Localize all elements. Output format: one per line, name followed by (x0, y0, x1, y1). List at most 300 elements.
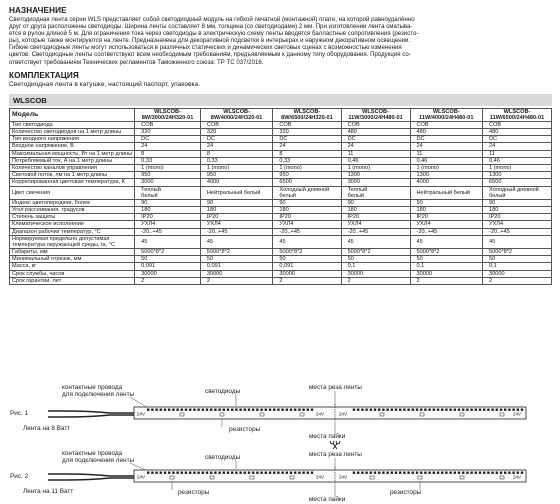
spec-value: DC (200, 136, 273, 143)
spec-row (10, 129, 552, 136)
spec-value: IP20 (483, 214, 552, 221)
led-dot (454, 409, 456, 411)
led-dot (218, 409, 220, 411)
spec-value: 50 (200, 256, 273, 263)
led-dot (361, 409, 363, 411)
led-dot (403, 409, 405, 411)
led-dot (403, 472, 405, 474)
spec-value: 320 (135, 129, 201, 136)
spec-value: 0,1 (483, 263, 552, 270)
resistor (180, 413, 184, 416)
led-dot (252, 472, 254, 474)
spec-value: Холодный дневной белый (483, 186, 552, 199)
spec-row (10, 277, 552, 284)
spec-label: Количество каналов управления (10, 165, 135, 172)
purpose-section (9, 6, 552, 66)
led-dot (277, 472, 279, 474)
led-dot (311, 409, 313, 411)
led-dot (286, 409, 288, 411)
resistor (370, 476, 374, 479)
spec-header-row (10, 108, 552, 121)
model-column-header: WLSCOB- 8W/3000/24H320-01 (135, 108, 201, 121)
spec-label: Цвет свечения (10, 186, 135, 199)
voltage-mark: 24V (316, 411, 325, 417)
led-dot (487, 472, 489, 474)
led-dot (458, 472, 460, 474)
led-dot (168, 409, 170, 411)
led-dot (508, 409, 510, 411)
led-dot (227, 472, 229, 474)
spec-row (10, 249, 552, 256)
voltage-mark: 24V (316, 474, 325, 480)
spec-value: 180 (135, 207, 201, 214)
spec-value: 4000 (410, 179, 483, 186)
led-dot (433, 472, 435, 474)
spec-value: 50 (135, 256, 201, 263)
led-dot (151, 472, 153, 474)
spec-row (10, 186, 552, 199)
spec-value: -20..+45 (200, 228, 273, 235)
resistor (500, 413, 504, 416)
spec-row (10, 235, 552, 248)
spec-value: 30000 (135, 270, 201, 277)
led-dot (483, 472, 485, 474)
led-dot (353, 409, 355, 411)
led-dot (395, 409, 397, 411)
spec-value: 950 (273, 172, 341, 179)
spec-row (10, 207, 552, 214)
led-dot (412, 409, 414, 411)
spec-value: DC (483, 136, 552, 143)
figure-1 (0, 380, 560, 440)
spec-value: УХЛ4 (341, 221, 410, 228)
led-dot (437, 409, 439, 411)
spec-label: Климатическое исполнение (10, 221, 135, 228)
led-dot (235, 472, 237, 474)
led-dot (235, 409, 237, 411)
spec-value: 11 (341, 150, 410, 157)
spec-value: DC (273, 136, 341, 143)
leds-label: светодиоды (205, 454, 241, 461)
spec-value: Нейтральный белый (410, 186, 483, 199)
spec-value: 11 (483, 150, 552, 157)
spec-value: УХЛ4 (273, 221, 341, 228)
model-column-header: WLSCOB- 11W/4000/24H480-01 (410, 108, 483, 121)
spec-value: 30000 (341, 270, 410, 277)
led-dot (286, 472, 288, 474)
led-dot (281, 409, 283, 411)
led-dot (273, 472, 275, 474)
led-dot (210, 409, 212, 411)
kit-text: Светодиодная лента в катушке, настоящий паспорт, упаковка. (9, 80, 201, 88)
spec-value: 320 (273, 129, 341, 136)
led-dot (466, 409, 468, 411)
led-dot (256, 409, 258, 411)
led-dot (256, 472, 258, 474)
led-dot (172, 409, 174, 411)
spec-value: 90 (410, 199, 483, 206)
led-dot (458, 409, 460, 411)
spec-value: УХЛ4 (135, 221, 201, 228)
led-dot (197, 472, 199, 474)
spec-label: Индекс цветопередачи, более (10, 199, 135, 206)
spec-value: 24 (135, 143, 201, 150)
purpose-line: Светодиодная лента серии WLS представляет собой светодиодный модуль на гибкой печатной (монтажной) плате, на которой равноудалённо (9, 16, 415, 23)
led-dot (260, 472, 262, 474)
spec-value: 480 (341, 129, 410, 136)
spec-value: 2 (410, 277, 483, 284)
spec-value: DC (410, 136, 483, 143)
led-dot (298, 409, 300, 411)
led-dot (454, 472, 456, 474)
spec-value: COB (341, 121, 410, 128)
spec-value: 0,46 (483, 157, 552, 164)
wires-label: контактные провода для подключения ленты (62, 384, 135, 398)
resistors-label: резисторы (178, 489, 210, 496)
spec-value: 2 (200, 277, 273, 284)
spec-value: 6500 (273, 179, 341, 186)
solder-label: места пайки (309, 496, 346, 503)
led-dot (181, 409, 183, 411)
led-dot (223, 472, 225, 474)
led-dot (382, 472, 384, 474)
spec-value: 45 (135, 235, 201, 248)
spec-label: Угол рассеивания, градусов (10, 207, 135, 214)
led-dot (491, 409, 493, 411)
led-dot (189, 472, 191, 474)
led-dot (151, 409, 153, 411)
purpose-line: цветов. Светодиодные ленты соответствуют всем необходимым требованиям, предъявляемым к данному типу оборудования. Продукция со- (9, 51, 411, 59)
led-dot (386, 409, 388, 411)
cut-label: места реза ленты (309, 451, 362, 458)
resistor (220, 413, 224, 416)
spec-value: 1300 (410, 172, 483, 179)
led-dot (462, 409, 464, 411)
led-dot (395, 472, 397, 474)
purpose-line: ется в рулон длиной 5 м. Для ограничения тока через светодиоды в электрическую схему ленты вводятся балластные сопротивления (резисто- (9, 30, 419, 38)
led-dot (521, 472, 523, 474)
spec-row (10, 143, 552, 150)
spec-value: COB (135, 121, 201, 128)
spec-label: Входное напряжение, В (10, 143, 135, 150)
spec-value: УХЛ4 (410, 221, 483, 228)
spec-value: COB (200, 121, 273, 128)
spec-value: 90 (135, 199, 201, 206)
led-dot (470, 472, 472, 474)
spec-value: Теплый белый (135, 186, 201, 199)
led-dot (487, 409, 489, 411)
led-dot (273, 409, 275, 411)
spec-value: 4000 (200, 179, 273, 186)
spec-value: 24 (410, 143, 483, 150)
figure-label: Рис. 1 (10, 410, 29, 417)
led-dot (365, 472, 367, 474)
led-dot (357, 409, 359, 411)
spec-value: 950 (200, 172, 273, 179)
led-dot (168, 472, 170, 474)
led-dot (521, 409, 523, 411)
resistors-label: резисторы (390, 489, 422, 496)
led-dot (407, 472, 409, 474)
led-dot (353, 472, 355, 474)
kit-section (9, 71, 552, 88)
spec-value: 90 (200, 199, 273, 206)
led-dot (407, 409, 409, 411)
spec-value: 0,33 (135, 157, 201, 164)
led-dot (475, 472, 477, 474)
purpose-text (9, 16, 552, 66)
scissors-icon (330, 441, 340, 449)
led-dot (269, 409, 271, 411)
led-dot (181, 472, 183, 474)
led-dot (155, 409, 157, 411)
spec-value: 50 (483, 256, 552, 263)
spec-row (10, 199, 552, 206)
spec-value: УХЛ4 (200, 221, 273, 228)
strip-name: Лента на 8 Ватт (23, 425, 71, 432)
spec-value: 3000 (341, 179, 410, 186)
spec-label: Срок гарантии, лет (10, 277, 135, 284)
led-dot (479, 472, 481, 474)
spec-value: -20..+45 (273, 228, 341, 235)
led-dot (357, 472, 359, 474)
spec-label: Масса, кг (10, 263, 135, 270)
spec-value: 5000*8*2 (135, 249, 201, 256)
led-dot (504, 472, 506, 474)
spec-value: COB (483, 121, 552, 128)
spec-value: 2 (135, 277, 201, 284)
led-dot (424, 472, 426, 474)
led-dot (239, 472, 241, 474)
spec-value: 0,46 (410, 157, 483, 164)
spec-value: IP20 (135, 214, 201, 221)
spec-value: 0,1 (410, 263, 483, 270)
spec-value: 45 (200, 235, 273, 248)
led-dot (185, 472, 187, 474)
spec-value: 90 (341, 199, 410, 206)
resistor (170, 476, 174, 479)
spec-value: 1 (mono) (341, 165, 410, 172)
led-dot (269, 472, 271, 474)
led-dot (214, 409, 216, 411)
resistor (290, 476, 294, 479)
led-dot (281, 472, 283, 474)
resistor (500, 476, 504, 479)
spec-value: 8 (135, 150, 201, 157)
spec-value: -20..+45 (410, 228, 483, 235)
led-dot (466, 472, 468, 474)
led-dot (378, 472, 380, 474)
spec-label: Количество светодиодов на 1 метр длины (10, 129, 135, 136)
led-dot (290, 472, 292, 474)
spec-value: 11 (410, 150, 483, 157)
led-dot (365, 409, 367, 411)
spec-value: 950 (135, 172, 201, 179)
led-dot (176, 472, 178, 474)
led-dot (391, 409, 393, 411)
spec-row (10, 221, 552, 228)
spec-value: -20..+45 (135, 228, 201, 235)
purpose-line: ры), которые также монтируются на ленте. Предназначена для декоративной подсветки в интерьерах и наружном декоративном освещении. (9, 37, 411, 45)
model-column-header: WLSCOB- 11W/3000/24H480-01 (341, 108, 410, 121)
led-dot (424, 409, 426, 411)
led-dot (441, 472, 443, 474)
spec-value: УХЛ4 (483, 221, 552, 228)
led-dot (420, 472, 422, 474)
spec-value: 8 (200, 150, 273, 157)
spec-value: 50 (273, 256, 341, 263)
spec-value: 0,33 (273, 157, 341, 164)
spec-value: 5000*8*2 (200, 249, 273, 256)
spec-value: 5000*8*2 (483, 249, 552, 256)
resistor (460, 476, 464, 479)
led-dot (172, 472, 174, 474)
led-dot (197, 409, 199, 411)
spec-value: Нейтральный белый (200, 186, 273, 199)
spec-label: Минимальный отрезок, мм (10, 256, 135, 263)
spec-value: 1300 (483, 172, 552, 179)
spec-row (10, 172, 552, 179)
spec-value: Теплый белый (341, 186, 410, 199)
spec-label: Степень защиты (10, 214, 135, 221)
spec-label: Нормируемая предельно допустимая температура окружающей среды, ta, °С (10, 235, 135, 248)
spec-value: 1 (mono) (135, 165, 201, 172)
resistor (418, 476, 422, 479)
spec-label: Габариты, мм (10, 249, 135, 256)
led-dot (223, 409, 225, 411)
spec-value: 30000 (200, 270, 273, 277)
spec-value: -20..+45 (483, 228, 552, 235)
led-dot (164, 409, 166, 411)
led-dot (302, 409, 304, 411)
spec-value: 0,091 (135, 263, 201, 270)
spec-value: 24 (483, 143, 552, 150)
led-dot (399, 409, 401, 411)
led-dot (231, 472, 233, 474)
spec-label: Диапазон рабочих температур, °С (10, 228, 135, 235)
strip-name: Лента на 11 Ватт (23, 488, 74, 495)
spec-value: 30000 (410, 270, 483, 277)
spec-value: 320 (200, 129, 273, 136)
led-dot (428, 472, 430, 474)
led-dot (391, 472, 393, 474)
led-dot (504, 409, 506, 411)
spec-value: 30000 (273, 270, 341, 277)
led-dot (441, 409, 443, 411)
led-dot (227, 409, 229, 411)
spec-label: Срок службы, часов (10, 270, 135, 277)
cut-label: места реза ленты (309, 384, 362, 391)
led-dot (479, 409, 481, 411)
led-dot (290, 409, 292, 411)
led-dot (265, 472, 267, 474)
led-dot (147, 409, 149, 411)
figure-2 (0, 441, 560, 504)
spec-value: 0,091 (200, 263, 273, 270)
led-dot (147, 472, 149, 474)
led-dot (386, 472, 388, 474)
led-dot (189, 409, 191, 411)
spec-table (9, 108, 552, 285)
purpose-line: ответствует требованиям Технических регламентов Таможенного союза: ТР ТС 037/2016. (9, 58, 264, 66)
spec-value: 45 (341, 235, 410, 248)
led-dot (202, 409, 204, 411)
series-band: WLSCOB (9, 94, 552, 106)
led-dot (202, 472, 204, 474)
led-dot (218, 472, 220, 474)
spec-value: 0,1 (341, 263, 410, 270)
led-dot (412, 472, 414, 474)
led-dot (302, 472, 304, 474)
voltage-mark: 24V (137, 474, 146, 480)
led-dot (470, 409, 472, 411)
spec-row (10, 228, 552, 235)
led-dot (433, 409, 435, 411)
spec-value: 30000 (483, 270, 552, 277)
spec-label: Тип светодиода (10, 121, 135, 128)
led-dot (491, 472, 493, 474)
spec-row (10, 263, 552, 270)
spec-row (10, 121, 552, 128)
led-dot (416, 472, 418, 474)
led-dot (428, 409, 430, 411)
spec-value: 180 (483, 207, 552, 214)
spec-value: 5000*8*2 (341, 249, 410, 256)
spec-label: Коррелированная цветовая температура, К (10, 179, 135, 186)
spec-value: 0,091 (273, 263, 341, 270)
led-dot (260, 409, 262, 411)
led-dot (307, 472, 309, 474)
spec-row (10, 165, 552, 172)
led-dot (210, 472, 212, 474)
resistor (380, 413, 384, 416)
voltage-mark: 24V (339, 411, 348, 417)
led-dot (399, 472, 401, 474)
led-dot (164, 472, 166, 474)
led-dot (248, 472, 250, 474)
led-dot (449, 409, 451, 411)
model-column-header: WLSCOB- 8W/6500/24H320-01 (273, 108, 341, 121)
spec-value: 6500 (483, 179, 552, 186)
wires-label: контактные провода для подключения ленты (62, 450, 135, 464)
spec-value: 90 (273, 199, 341, 206)
led-dot (374, 472, 376, 474)
led-dot (311, 472, 313, 474)
spec-value: 1 (mono) (410, 165, 483, 172)
spec-row (10, 179, 552, 186)
resistor (250, 476, 254, 479)
led-dot (244, 409, 246, 411)
spec-value: 180 (273, 207, 341, 214)
spec-value: 24 (273, 143, 341, 150)
led-dot (298, 472, 300, 474)
purpose-title: НАЗНАЧЕНИЕ (9, 6, 67, 15)
spec-value: 2 (483, 277, 552, 284)
spec-value: 5000*8*2 (410, 249, 483, 256)
spec-value: 3000 (135, 179, 201, 186)
led-dot (449, 472, 451, 474)
spec-row (10, 270, 552, 277)
voltage-mark: 24V (513, 474, 522, 480)
spec-value: 50 (410, 256, 483, 263)
spec-row (10, 150, 552, 157)
led-dot (155, 472, 157, 474)
model-column-header: WLSCOB- 8W/4000/24H320-01 (200, 108, 273, 121)
resistor (260, 413, 264, 416)
led-dot (206, 472, 208, 474)
spec-table-body (10, 121, 552, 284)
spec-value: 24 (341, 143, 410, 150)
